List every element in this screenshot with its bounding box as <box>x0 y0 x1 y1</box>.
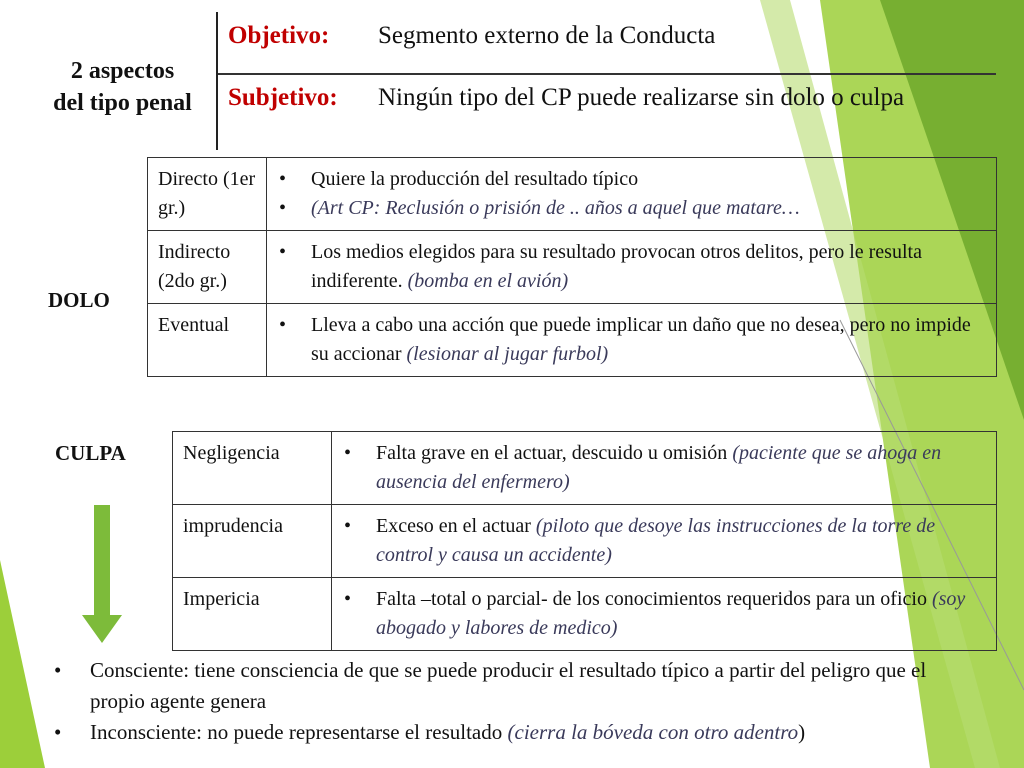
bullet-example: (cierra la bóveda con otro adentro <box>507 720 799 744</box>
header-vertical-divider <box>216 12 218 150</box>
culpa-desc-cell <box>332 432 997 505</box>
bullet-icon: • <box>344 442 352 464</box>
list-item <box>277 311 986 369</box>
table-row <box>173 505 997 578</box>
list-item <box>342 439 986 497</box>
culpa-label: CULPA <box>55 441 126 465</box>
aspects-title-line1: 2 aspectos <box>70 58 175 84</box>
dolo-type-cell: Directo (1er gr.) <box>148 158 267 231</box>
dolo-table <box>147 157 997 377</box>
subjetivo-label: Subjetivo: <box>228 84 338 111</box>
dolo-type-cell: Eventual <box>148 304 267 377</box>
bullet-example: (paciente que se ahoga en ausencia del enfermero) <box>376 442 942 493</box>
bullet-text: Falta grave en el actuar, descuido u omisión <box>376 442 733 464</box>
dolo-desc-cell <box>267 304 997 377</box>
bullet-icon: • <box>344 588 352 610</box>
dolo-label: DOLO <box>48 288 110 312</box>
list-item <box>342 585 986 643</box>
culpa-type-cell: Impericia <box>173 578 332 651</box>
bullet-example: (lesionar al jugar furbol) <box>406 343 609 365</box>
bullet-text: Falta –total o parcial- de los conocimientos requeridos para un oficio <box>376 588 932 610</box>
list-item <box>52 655 982 717</box>
subjetivo-row <box>228 84 904 112</box>
list-item <box>277 238 986 296</box>
list-item <box>52 717 982 748</box>
bullet-icon: • <box>279 314 287 336</box>
table-row <box>173 432 997 505</box>
bullet-text: Consciente: tiene consciencia de que se puede producir el resultado típico a partir del peligro que el propio agente genera <box>90 658 927 713</box>
bullet-text: Quiere la producción del resultado típico <box>311 168 639 190</box>
bullet-text: Los medios elegidos para su resultado provocan otros delitos, pero le resulta indiferente. <box>311 241 922 292</box>
bullet-icon: • <box>344 515 352 537</box>
header-horizontal-divider <box>218 73 996 75</box>
list-item <box>277 194 986 223</box>
bullet-example: (bomba en el avión) <box>407 270 569 292</box>
bullet-example: (piloto que desoye las instrucciones de la torre de control y causa un accidente) <box>376 515 936 566</box>
table-row <box>148 158 997 231</box>
list-item <box>277 165 986 194</box>
list-item <box>342 512 986 570</box>
culpa-desc-cell <box>332 505 997 578</box>
bullet-icon: • <box>54 720 62 744</box>
bullet-icon: • <box>54 658 62 682</box>
aspects-title-line2: del tipo penal <box>53 90 192 116</box>
culpa-subtypes-list <box>52 655 982 748</box>
down-arrow-icon <box>82 505 122 643</box>
subjetivo-text: Ningún tipo del CP puede realizarse sin dolo o culpa <box>378 84 905 111</box>
bullet-tail: ) <box>798 720 806 744</box>
table-row <box>148 231 997 304</box>
objetivo-text: Segmento externo de la Conducta <box>378 22 716 49</box>
dolo-desc-cell <box>267 231 997 304</box>
objetivo-label: Objetivo: <box>228 22 330 49</box>
bullet-text: Lleva a cabo una acción que puede implicar un daño que no desea, pero no impide su accionar <box>311 314 971 365</box>
objetivo-row <box>228 22 715 50</box>
culpa-type-cell: Negligencia <box>173 432 332 505</box>
dolo-type-cell: Indirecto (2do gr.) <box>148 231 267 304</box>
dolo-desc-cell <box>267 158 997 231</box>
bullet-icon: • <box>279 197 287 219</box>
bullet-text: Exceso en el actuar <box>376 515 536 537</box>
bullet-example: (Art CP: Reclusión o prisión de .. años a aquel que matare… <box>311 197 800 219</box>
bullet-icon: • <box>279 168 287 190</box>
bullet-example: (soy abogado y labores de medico) <box>376 588 966 639</box>
culpa-type-cell: imprudencia <box>173 505 332 578</box>
culpa-table <box>172 431 997 651</box>
bullet-icon: • <box>279 241 287 263</box>
bullet-text: Inconsciente: no puede representarse el resultado <box>90 720 508 744</box>
aspects-title <box>30 55 215 119</box>
table-row <box>173 578 997 651</box>
culpa-desc-cell <box>332 578 997 651</box>
table-row <box>148 304 997 377</box>
